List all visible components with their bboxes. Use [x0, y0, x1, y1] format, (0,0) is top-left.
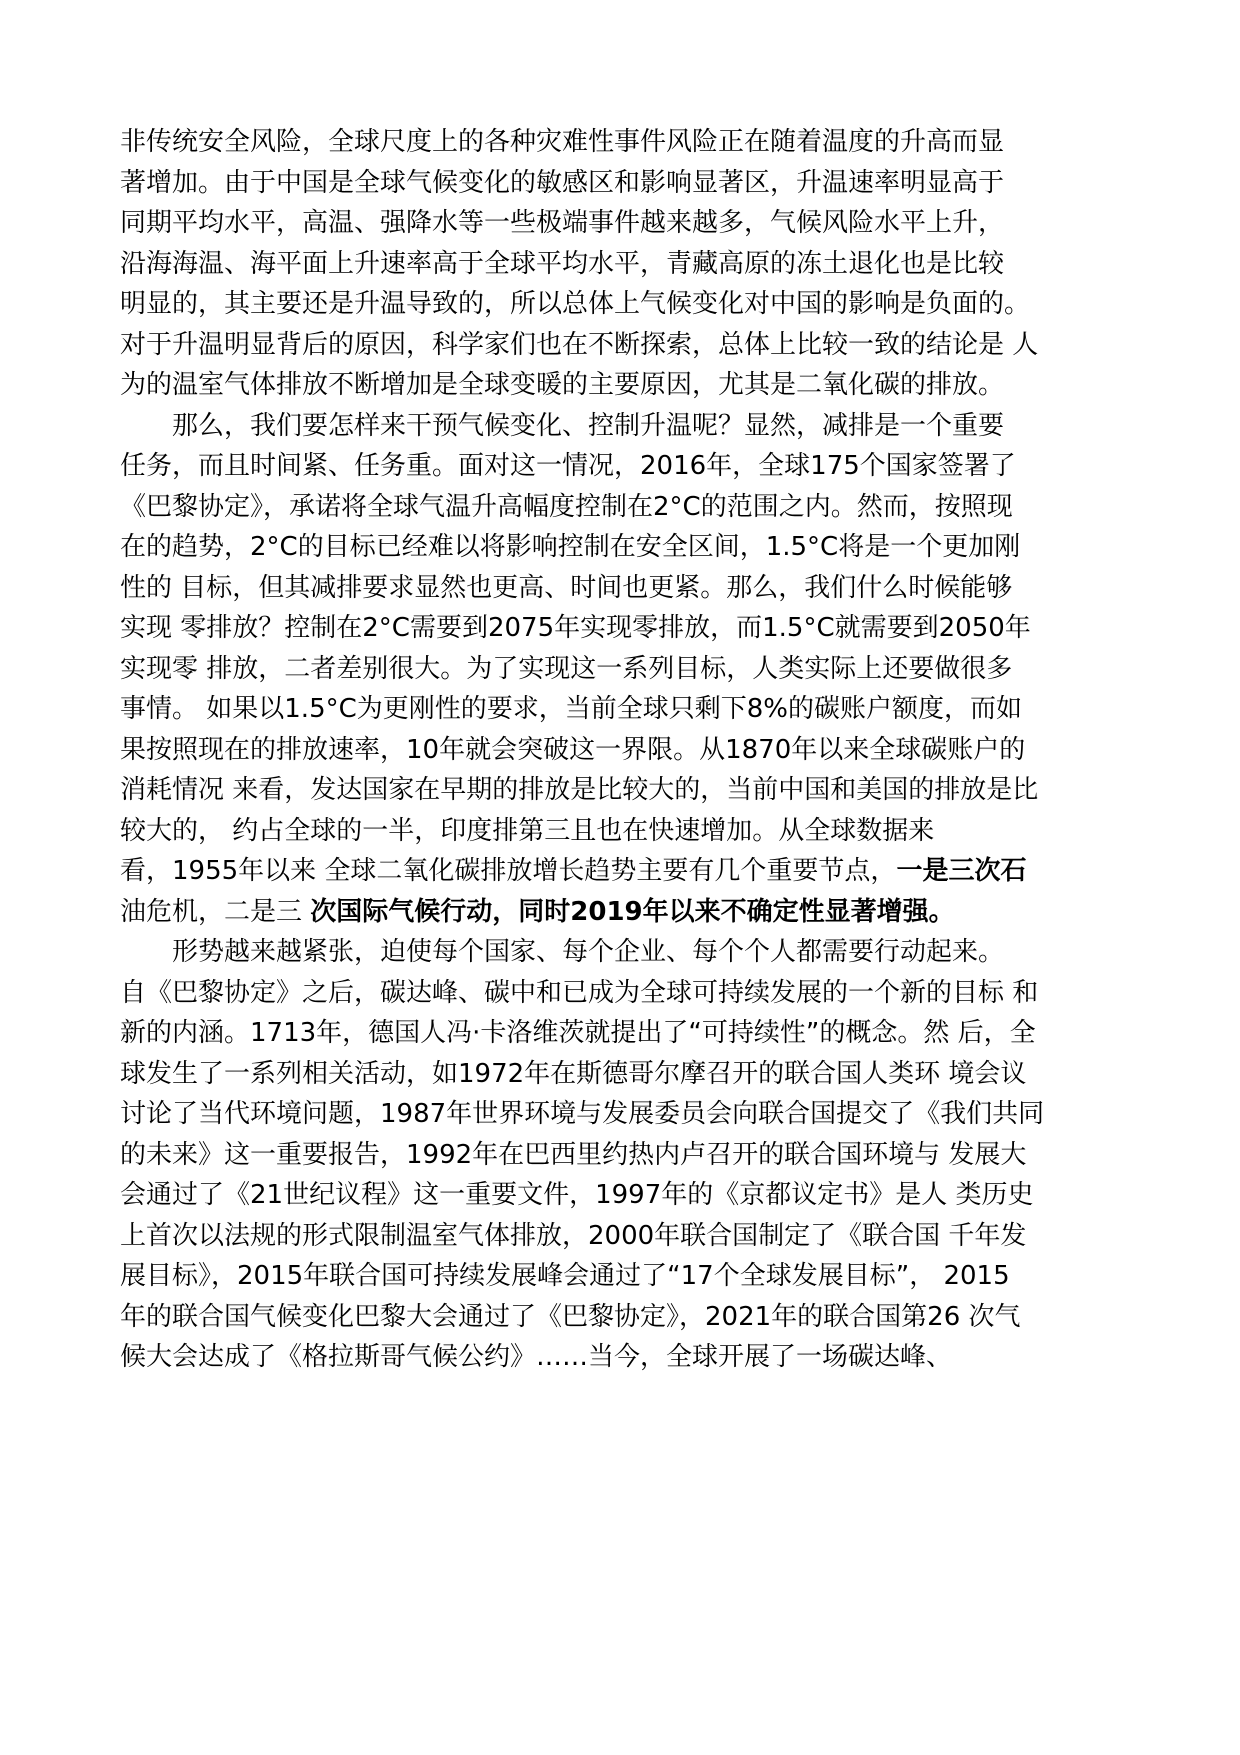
line-text: 上首次以法规的形式限制温室气体排放，2000年联合国制定了《联合国 千年发 — [120, 1220, 1027, 1251]
text-line — [120, 406, 1130, 447]
line-text: 球发生了一系列相关活动，如1972年在斯德哥尔摩召开的联合国人类环 境会议 — [120, 1058, 1027, 1089]
text-line — [120, 932, 1130, 973]
text-line — [120, 244, 1130, 285]
text-line — [120, 730, 1130, 771]
text-line — [120, 770, 1130, 811]
line-text: 事情。 如果以1.5°C为更刚性的要求，当前全球只剩下8%的碳账户额度，而如 — [120, 694, 1023, 724]
text-line — [120, 1216, 1130, 1257]
line-text: 较大的， 约占全球的一半，印度排第三且也在快速增加。从全球数据来 — [120, 815, 935, 846]
line-text: 油危机，二是三 — [120, 896, 311, 927]
line-text: 果按照现在的排放速率，10年就会突破这一界限。从1870年以来全球碳账户的 — [120, 734, 1026, 765]
text-line — [120, 811, 1130, 852]
text-line — [120, 487, 1130, 528]
text-line — [120, 649, 1130, 690]
line-text: 实现 零排放？控制在2°C需要到2075年实现零排放，而1.5°C就需要到2050年 — [120, 613, 1031, 643]
text-line — [120, 1297, 1130, 1338]
line-text: 《巴黎协定》，承诺将全球气温升高幅度控制在2°C的范围之内。然而，按照现 — [120, 491, 1013, 522]
line-text: 性的 目标，但其减排要求显然也更高、时间也更紧。那么，我们什么时候能够 — [120, 572, 1013, 603]
line-text: 沿海海温、海平面上升速率高于全球平均水平，青藏高原的冻土退化也是比较 — [120, 248, 1005, 279]
line-text: 看，1955年以来 全球二氧化碳排放增长趋势主要有几个重要节点， — [120, 856, 897, 886]
line-bold-text: 次国际气候行动，同时2019年以来不确定性显著增强。 — [310, 896, 955, 927]
line-text: 展目标》，2015年联合国可持续发展峰会通过了“17个全球发展目标”， 2015 — [120, 1261, 1010, 1291]
text-line — [120, 1175, 1130, 1216]
line-bold-text: 一是三次石 — [896, 856, 1027, 886]
line-text: 形势越来越紧张，迫使每个国家、每个企业、每个个人都需要行动起来。 — [172, 937, 1005, 967]
text-line — [120, 325, 1130, 366]
text-line — [120, 568, 1130, 609]
line-text: 新的内涵。1713年，德国人冯·卡洛维茨就提出了“可持续性”的概念。然 后，全 — [120, 1018, 1036, 1048]
text-line — [120, 365, 1130, 406]
line-text: 实现零 排放，二者差别很大。为了实现这一系列目标，人类实际上还要做很多 — [120, 653, 1013, 684]
line-text: 自《巴黎协定》之后，碳达峰、碳中和已成为全球可持续发展的一个新的目标 和 — [120, 977, 1039, 1008]
text-line — [120, 851, 1130, 892]
text-line — [120, 608, 1130, 649]
line-text: 那么，我们要怎样来干预气候变化、控制升温呢？显然，减排是一个重要 — [172, 410, 1005, 441]
text-line — [120, 527, 1130, 568]
text-line — [120, 284, 1130, 325]
line-text: 对于升温明显背后的原因，科学家们也在不断探索，总体上比较一致的结论是 人 — [120, 329, 1039, 360]
text-line — [120, 122, 1130, 163]
line-text: 明显的，其主要还是升温导致的，所以总体上气候变化对中国的影响是负面的。 — [120, 289, 1031, 319]
text-line — [120, 689, 1130, 730]
text-line — [120, 446, 1130, 487]
text-line — [120, 1135, 1130, 1176]
line-text: 消耗情况 来看，发达国家在早期的排放是比较大的，当前中国和美国的排放是比 — [120, 775, 1039, 805]
line-text: 年的联合国气候变化巴黎大会通过了《巴黎协定》，2021年的联合国第26 次气 — [120, 1301, 1021, 1332]
text-line — [120, 163, 1130, 204]
line-text: 为的温室气体排放不断增加是全球变暖的主要原因，尤其是二氧化碳的排放。 — [120, 370, 1005, 400]
text-line — [120, 1337, 1130, 1378]
text-line — [120, 1013, 1130, 1054]
line-text: 会通过了《21世纪议程》这一重要文件，1997年的《京都议定书》是人 类历史 — [120, 1180, 1034, 1210]
line-text: 非传统安全风险，全球尺度上的各种灾难性事件风险正在随着温度的升高而显 — [120, 127, 1005, 157]
body-text — [120, 122, 1130, 1378]
text-line — [120, 203, 1130, 244]
text-line — [120, 1094, 1130, 1135]
line-text: 任务，而且时间紧、任务重。面对这一情况，2016年，全球175个国家签署了 — [120, 451, 1016, 481]
line-text: 同期平均水平，高温、强降水等一些极端事件越来越多，气候风险水平上升， — [120, 208, 1005, 238]
text-line — [120, 1256, 1130, 1297]
text-line — [120, 892, 1130, 933]
line-text: 著增加。由于中国是全球气候变化的敏感区和影响显著区，升温速率明显高于 — [120, 167, 1005, 198]
line-text: 的未来》这一重要报告，1992年在巴西里约热内卢召开的联合国环境与 发展大 — [120, 1139, 1027, 1170]
text-line — [120, 1054, 1130, 1095]
text-line — [120, 973, 1130, 1014]
line-text: 讨论了当代环境问题，1987年世界环境与发展委员会向联合国提交了《我们共同 — [120, 1099, 1045, 1129]
line-text: 候大会达成了《格拉斯哥气候公约》……当今，全球开展了一场碳达峰、 — [120, 1342, 953, 1372]
line-text: 在的趋势，2°C的目标已经难以将影响控制在安全区间，1.5°C将是一个更加刚 — [120, 532, 1021, 562]
